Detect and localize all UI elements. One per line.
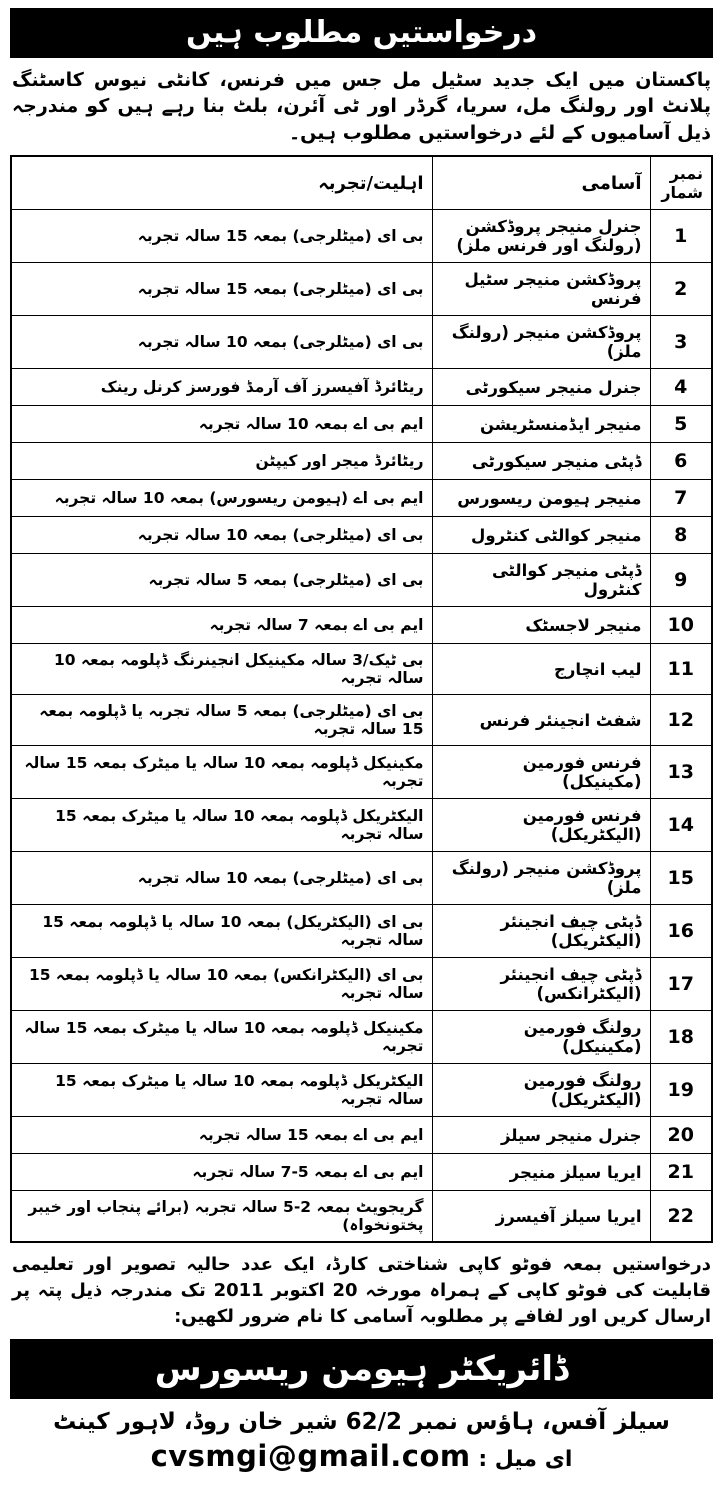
position-title: منیجر ایڈمنسٹریشن [432, 406, 650, 443]
position-title: پروڈکشن منیجر (رولنگ ملز) [432, 852, 650, 905]
table-row [11, 480, 712, 517]
table-row [11, 852, 712, 905]
header-qualification: اہلیت/تجربہ [11, 156, 432, 210]
serial-number: 7 [650, 480, 712, 517]
position-title: رولنگ فورمین (مکینیکل) [432, 1011, 650, 1064]
qualification-text: بی ای (میٹلرجی) بمعہ 15 سالہ تجربہ [11, 210, 432, 263]
table-row [11, 554, 712, 607]
serial-number: 10 [650, 607, 712, 644]
qualification-text: مکینیکل ڈپلومہ بمعہ 10 سالہ یا میٹرک بمعہ 15 سالہ تجربہ [11, 1011, 432, 1064]
position-title: پروڈکشن منیجر سٹیل فرنس [432, 263, 650, 316]
email-label: ای میل [494, 1446, 573, 1472]
position-title: ڈپٹی چیف انجینئر (الیکٹرانکس) [432, 958, 650, 1011]
table-row [11, 746, 712, 799]
position-title: پروڈکشن منیجر (رولنگ ملز) [432, 316, 650, 369]
header-serial: نمبرشمار [650, 156, 712, 210]
position-title: جنرل منیجر سیلز [432, 1117, 650, 1154]
position-title: جنرل منیجر پروڈکشن (رولنگ اور فرنس ملز) [432, 210, 650, 263]
qualification-text: بی ای (میٹلرجی) بمعہ 10 سالہ تجربہ [11, 316, 432, 369]
serial-number: 12 [650, 695, 712, 746]
qualification-text: الیکٹریکل ڈپلومہ بمعہ 10 سالہ یا میٹرک بمعہ 15 سالہ تجربہ [11, 1064, 432, 1117]
position-title: فرنس فورمین (مکینیکل) [432, 746, 650, 799]
position-title: منیجر ہیومن ریسورس [432, 480, 650, 517]
table-row [11, 210, 712, 263]
serial-number: 8 [650, 517, 712, 554]
position-title: ایریا سیلز منیجر [432, 1154, 650, 1191]
qualification-text: ریٹائرڈ میجر اور کیپٹن [11, 443, 432, 480]
qualification-text: گریجویٹ بمعہ 2-5 سالہ تجربہ (برائے پنجاب اور خیبر پختونخواہ) [11, 1191, 432, 1243]
table-row [11, 607, 712, 644]
office-address: سیلز آفس، ہاؤس نمبر 62/2 شیر خان روڈ، لاہور کینٹ [53, 1408, 670, 1435]
serial-number: 1 [650, 210, 712, 263]
table-row [11, 1064, 712, 1117]
email-address: cvsmgi@gmail.com [150, 1438, 471, 1473]
serial-number: 17 [650, 958, 712, 1011]
serial-number: 15 [650, 852, 712, 905]
colon-separator: : [478, 1446, 488, 1472]
table-row [11, 1154, 712, 1191]
intro-text: پاکستان میں ایک جدید سٹیل مل جس میں فرنس، کانٹی نیوس کاسٹنگ پلانٹ اور رولنگ مل، سریا، گرڈر اور ٹی آئرن، بلٹ بنا رہے ہیں کو مندرجہ ذیل آسامیوں کے لئے درخواستیں مطلوب ہیں۔ [12, 68, 711, 144]
serial-number: 9 [650, 554, 712, 607]
table-row [11, 517, 712, 554]
serial-number: 5 [650, 406, 712, 443]
serial-number: 22 [650, 1191, 712, 1243]
table-row [11, 316, 712, 369]
application-instructions: درخواستیں بمعہ فوٹو کاپی شناختی کارڈ، ایک عدد حالیہ تصویر اور تعلیمی قابلیت کی فوٹو کاپی کے ہمراہ مورخہ 20 اکتوبر 2011 تک مندرجہ ذیل پتہ پر ارسال کریں اور لفافے پر مطلوبہ آسامی کا نام ضرور لکھیں: [12, 1254, 712, 1328]
serial-number: 19 [650, 1064, 712, 1117]
serial-number: 4 [650, 369, 712, 406]
position-title: رولنگ فورمین (الیکٹریکل) [432, 1064, 650, 1117]
table-row [11, 1117, 712, 1154]
qualification-text: ایم بی اے بمعہ 10 سالہ تجربہ [11, 406, 432, 443]
position-title: منیجر کوالٹی کنٹرول [432, 517, 650, 554]
table-row [11, 905, 712, 958]
table-row [11, 695, 712, 746]
qualification-text: بی ای (میٹلرجی) بمعہ 5 سالہ تجربہ [11, 554, 432, 607]
jobs-table-header-row [11, 156, 712, 210]
serial-number: 13 [650, 746, 712, 799]
position-title: فرنس فورمین (الیکٹریکل) [432, 799, 650, 852]
table-row [11, 644, 712, 695]
ad-title: درخواستیں مطلوب ہیں [185, 15, 538, 50]
qualification-text: بی ای (الیکٹرانکس) بمعہ 10 سالہ یا ڈپلومہ بمعہ 15 سالہ تجربہ [11, 958, 432, 1011]
serial-number: 3 [650, 316, 712, 369]
position-title: ایریا سیلز آفیسرز [432, 1191, 650, 1243]
qualification-text: الیکٹریکل ڈپلومہ بمعہ 10 سالہ یا میٹرک بمعہ 15 سالہ تجربہ [11, 799, 432, 852]
table-row [11, 369, 712, 406]
table-row [11, 799, 712, 852]
director-title: ڈائریکٹر ہیومن ریسورس [154, 1348, 569, 1389]
serial-number: 14 [650, 799, 712, 852]
position-title: منیجر لاجسٹک [432, 607, 650, 644]
jobs-table [10, 155, 713, 1243]
table-row [11, 263, 712, 316]
qualification-text: ریٹائرڈ آفیسرز آف آرمڈ فورسز کرنل رینک [11, 369, 432, 406]
qualification-text: ایم بی اے بمعہ 15 سالہ تجربہ [11, 1117, 432, 1154]
position-title: شفٹ انجینئر فرنس [432, 695, 650, 746]
position-title: ڈپٹی منیجر سیکورٹی [432, 443, 650, 480]
job-table-body [11, 210, 712, 1243]
qualification-text: مکینیکل ڈپلومہ بمعہ 10 سالہ یا میٹرک بمعہ 15 سالہ تجربہ [11, 746, 432, 799]
qualification-text: ایم بی اے بمعہ 5-7 سالہ تجربہ [11, 1154, 432, 1191]
serial-number: 16 [650, 905, 712, 958]
table-row [11, 958, 712, 1011]
serial-number: 11 [650, 644, 712, 695]
table-row [11, 443, 712, 480]
qualification-text: بی ای (میٹلرجی) بمعہ 15 سالہ تجربہ [11, 263, 432, 316]
position-title: جنرل منیجر سیکورٹی [432, 369, 650, 406]
serial-number: 6 [650, 443, 712, 480]
qualification-text: ایم بی اے بمعہ 7 سالہ تجربہ [11, 607, 432, 644]
qualification-text: بی ای (میٹلرجی) بمعہ 5 سالہ تجربہ یا ڈپلومہ بمعہ 15 سالہ تجربہ [11, 695, 432, 746]
qualification-text: ایم بی اے (ہیومن ریسورس) بمعہ 10 سالہ تجربہ [11, 480, 432, 517]
position-title: ڈپٹی منیجر کوالٹی کنٹرول [432, 554, 650, 607]
ad-title-banner [10, 8, 713, 58]
header-position: آسامی [432, 156, 650, 210]
table-row [11, 1191, 712, 1243]
serial-number: 18 [650, 1011, 712, 1064]
email-line [10, 1439, 713, 1477]
table-row [11, 1011, 712, 1064]
qualification-text: بی ٹیک/3 سالہ مکینیکل انجینرنگ ڈپلومہ بمعہ 10 سالہ تجربہ [11, 644, 432, 695]
serial-number: 20 [650, 1117, 712, 1154]
position-title: لیب انچارج [432, 644, 650, 695]
qualification-text: بی ای (الیکٹریکل) بمعہ 10 سالہ یا ڈپلومہ بمعہ 15 سالہ تجربہ [11, 905, 432, 958]
serial-number: 21 [650, 1154, 712, 1191]
serial-number: 2 [650, 263, 712, 316]
director-banner [10, 1339, 713, 1399]
position-title: ڈپٹی چیف انجینئر (الیکٹریکل) [432, 905, 650, 958]
table-row [11, 406, 712, 443]
qualification-text: بی ای (میٹلرجی) بمعہ 10 سالہ تجربہ [11, 852, 432, 905]
qualification-text: بی ای (میٹلرجی) بمعہ 10 سالہ تجربہ [11, 517, 432, 554]
